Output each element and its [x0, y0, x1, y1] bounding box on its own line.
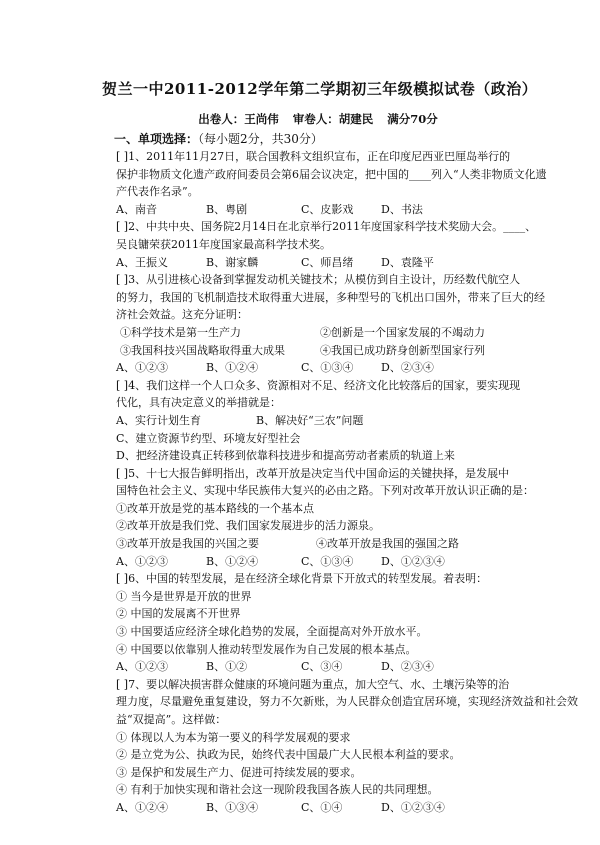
- statement-row: [116, 535, 520, 553]
- option-row: [116, 658, 520, 676]
- option-b[interactable]: B、解决好“三农”问题: [256, 413, 364, 427]
- question-line: [ ]3、从引进核心设备到掌握发动机关键技术；从模仿到自主设计，历经数代航空人: [116, 273, 521, 287]
- question-2: [116, 218, 537, 271]
- question-line: ③ 是保护和发展生产力、促进可持续发展的要求。: [116, 765, 362, 779]
- section-title: 一、单项选择：: [114, 132, 199, 146]
- option-row: [116, 799, 520, 817]
- reviewer: 审卷人：胡建民: [292, 112, 374, 126]
- question-line: ① 体现以人为本为第一要义的科学发展观的要求: [116, 730, 351, 744]
- question-line: 代化，具有决定意义的举措就是：: [116, 396, 281, 410]
- question-line: 吴良镛荣获2011年度国家最高科学技术奖。: [116, 237, 331, 251]
- option-b[interactable]: B、①②④: [206, 361, 259, 375]
- question-line: 国特色社会主义、实现中华民族伟大复兴的必由之路。下列对改革开放认识正确的是：: [116, 484, 534, 498]
- option-a[interactable]: A、①②④: [116, 800, 168, 814]
- question-line: ② 中国的发展离不开世界: [116, 607, 241, 621]
- option-c[interactable]: C、①③④: [301, 361, 354, 375]
- section-heading: [114, 131, 520, 148]
- question-7: [116, 676, 578, 817]
- option-a[interactable]: A、①②③: [116, 660, 168, 674]
- exam-title: 贺兰一中2011-2012学年第二学期初三年级模拟试卷（政治）: [102, 80, 538, 98]
- question-line: ④ 有利于加快实现和谐社会这一现阶段我国各族人民的共同理想。: [116, 783, 439, 797]
- option-c[interactable]: C、①④: [301, 800, 343, 814]
- statement: ①科学技术是第一生产力: [120, 325, 241, 339]
- option-a[interactable]: A、实行计划生育: [116, 413, 201, 427]
- statement: ④改革开放是我国的强国之路: [316, 537, 459, 551]
- option-a[interactable]: A、①②③: [116, 554, 168, 568]
- question-3: [116, 271, 545, 377]
- total-score: 满分70分: [387, 112, 438, 126]
- question-line: 的努力，我国的飞机制造技术取得重大进展，多种型号的飞机出口国外，带来了巨大的经: [116, 290, 545, 304]
- question-line: 益“双提高”。这样做：: [116, 713, 227, 726]
- option-b[interactable]: B、粤剧: [206, 202, 248, 216]
- question-4: [116, 377, 520, 465]
- option-a[interactable]: A、王振义: [116, 255, 168, 269]
- statement: ④我国已成功跻身创新型国家行列: [320, 343, 485, 357]
- question-line: 济社会效益。这充分证明：: [116, 308, 248, 322]
- option-c[interactable]: C、皮影戏: [301, 202, 354, 216]
- option-c[interactable]: C、师昌绪: [301, 255, 354, 269]
- question-line: [ ]6、中国的转型发展，是在经济全球化背景下开放式的转型发展。着表明：: [116, 572, 488, 586]
- option-b[interactable]: B、谢家麟: [206, 255, 259, 269]
- option-d[interactable]: D、②③④: [381, 361, 434, 375]
- statement: ③我国科技兴国战略取得重大成果: [120, 343, 285, 357]
- question-line: 理力度，尽量避免重复建设，努力不欠新账，为人民群众创造宜居环境，实现经济效益和社会效: [116, 695, 578, 709]
- question-line: [ ]2、中共中央、国务院2月14日在北京举行2011年度国家科学技术奖励大会。____、: [116, 220, 537, 234]
- option-b[interactable]: B、①③④: [206, 800, 259, 814]
- question-line: ② 是立党为公、执政为民，始终代表中国最广大人民根本利益的要求。: [116, 748, 461, 762]
- question-line: [ ]7、要以解决损害群众健康的环境问题为重点，加大空气、水、土壤污染等的治: [116, 677, 510, 691]
- question-line: [ ]5、十七大报告鲜明指出，改革开放是决定当代中国命运的关键抉择，是发展中: [116, 466, 510, 480]
- question-line: ③ 中国要适应经济全球化趋势的发展，全面提高对外开放水平。: [116, 625, 428, 639]
- option-c[interactable]: C、③④: [301, 660, 343, 674]
- question-1: [116, 148, 547, 218]
- statement-row: [116, 324, 520, 342]
- option-d[interactable]: D、②③④: [381, 660, 434, 674]
- option-d[interactable]: D、①②③④: [381, 800, 445, 814]
- option-row: [116, 254, 520, 272]
- question-line: ②改革开放是我们党、我们国家发展进步的活力源泉。: [116, 519, 380, 533]
- question-line: [ ]1、2011年11月27日，联合国教科文组织宣布，正在印度尼西亚巴厘岛举行的: [116, 150, 511, 163]
- option-c[interactable]: C、①③④: [301, 554, 354, 568]
- question-line: ①改革开放是党的基本路线的一个基本点: [116, 501, 314, 515]
- exam-authors: [116, 111, 520, 127]
- question-line: 产代表作名录”。: [116, 185, 199, 199]
- option-a[interactable]: A、①②③: [116, 361, 168, 375]
- option-row: [116, 359, 520, 377]
- statement: ②创新是一个国家发展的不竭动力: [320, 325, 485, 339]
- option-b[interactable]: B、①②: [206, 660, 248, 674]
- question-5: [116, 465, 534, 571]
- option-d[interactable]: D、把经济建设真正转移到依靠科技进步和提高劳动者素质的轨道上来: [116, 449, 455, 463]
- question-line: ① 当今是世界是开放的世界: [116, 589, 252, 603]
- option-a[interactable]: A、南音: [116, 202, 157, 216]
- section-note: （每小题2分，共30分）: [198, 132, 323, 146]
- statement-row: [116, 342, 520, 360]
- option-c[interactable]: C、建立资源节约型、环境友好型社会: [116, 431, 301, 445]
- option-b[interactable]: B、①②④: [206, 554, 259, 568]
- option-row: [116, 412, 520, 430]
- statement: ③改革开放是我国的兴国之要: [116, 537, 259, 551]
- option-row: [116, 553, 520, 571]
- question-line: 保护非物质文化遗产政府间委员会第6届会议决定，把中国的____列入“人类非物质文化遗: [116, 167, 547, 181]
- question-line: [ ]4、我们这样一个人口众多、资源相对不足、经济文化比较落后的国家，要实现现: [116, 378, 521, 392]
- question-6: [116, 570, 520, 676]
- question-line: ④ 中国要以依靠别人推动转型发展作为自己发展的根本基点。: [116, 642, 417, 656]
- option-d[interactable]: D、①②③④: [381, 554, 445, 568]
- author: 出卷人：王尚伟: [198, 112, 279, 126]
- option-row: [116, 201, 520, 219]
- option-d[interactable]: D、袁隆平: [381, 255, 434, 269]
- option-d[interactable]: D、书法: [381, 202, 423, 216]
